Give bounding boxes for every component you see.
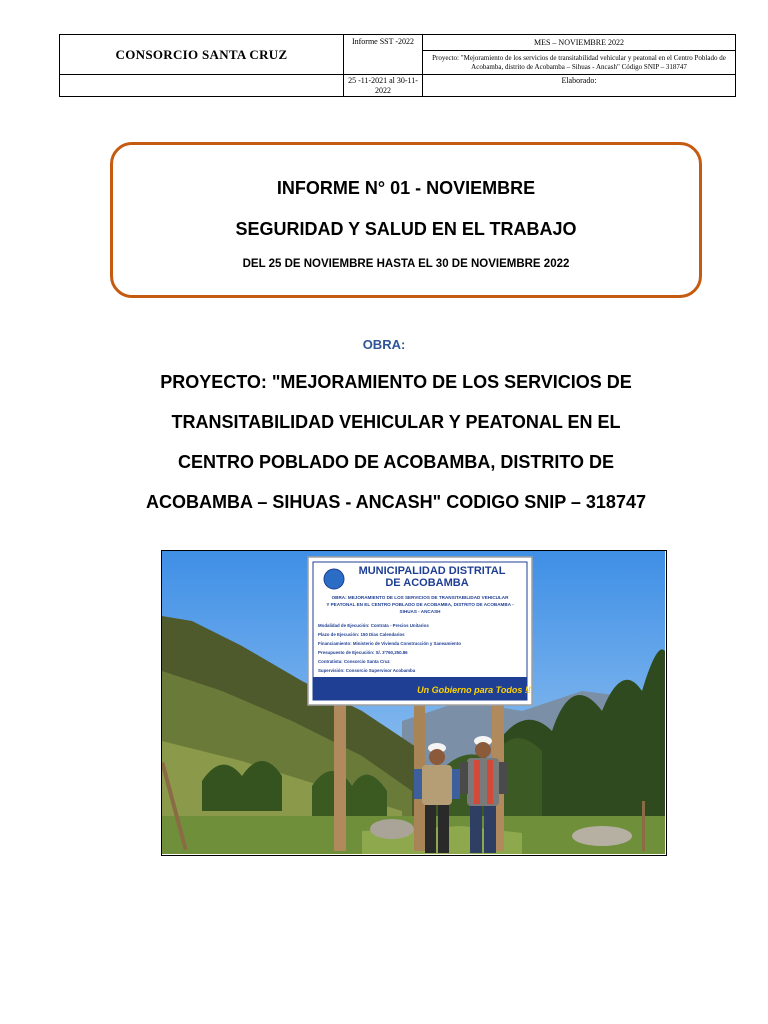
project-title-line: TRANSITABILIDAD VEHICULAR Y PEATONAL EN EL	[171, 412, 621, 432]
sign-obra-2: Y PEATONAL EN EL CENTRO POBLADO DE ACOBAMBA, DISTRITO DE ACOBAMBA -	[326, 602, 514, 607]
sign-detail: Contratista: Consorcio Santa Cruz	[318, 659, 390, 664]
report-month: MES – NOVIEMBRE 2022	[423, 35, 736, 51]
sign-detail: Modalidad de Ejecución: Contrata - Precios Unitarios	[318, 623, 429, 628]
project-title-line: PROYECTO: "MEJORAMIENTO DE LOS SERVICIOS DE	[160, 372, 632, 392]
report-title: INFORME N° 01 - NOVIEMBRE	[276, 178, 536, 198]
sign-detail: Plazo de Ejecución: 150 Días Calendarios	[318, 632, 405, 637]
sign-title-2: DE ACOBAMBA	[385, 577, 469, 589]
sign-title-1: MUNICIPALIDAD DISTRITAL	[358, 565, 506, 577]
sign-detail: Financiamiento: Ministerio de Vivienda Construcción y Saneamiento	[318, 641, 461, 646]
project-short: Proyecto: "Mejoramiento de los servicios de transitabilidad vehicular y peatonal en el Centro Poblado de Acobamba, distrito de Acobamba – Sihuas - Ancash" Código SNIP – 318747	[423, 51, 736, 75]
sign-slogan: Un Gobierno para Todos !!	[417, 685, 531, 695]
header-empty-cell	[60, 75, 344, 97]
company-name: CONSORCIO SANTA CRUZ	[60, 35, 344, 75]
sign-detail: Supervisión: Consorcio Supervisor Acobamba	[318, 668, 416, 673]
sign-detail: Presupuesto de Ejecución: S/. 3'760,250.86	[318, 650, 408, 655]
site-photo-illustration	[162, 551, 665, 854]
sign-obra-3: SIHUAS - ANCASH	[399, 609, 441, 614]
project-title-line: ACOBAMBA – SIHUAS - ANCASH" CODIGO SNIP – 318747	[146, 492, 646, 512]
document-header	[59, 34, 736, 97]
report-title-box	[110, 142, 702, 298]
report-date-range: DEL 25 DE NOVIEMBRE HASTA EL 30 DE NOVIEMBRE 2022	[242, 258, 570, 270]
report-period: 25 -11-2021 al 30-11-2022	[344, 75, 423, 97]
obra-label: OBRA:	[362, 337, 406, 352]
project-title	[100, 362, 692, 522]
sign-obra-1: OBRA: MEJORAMIENTO DE LOS SERVICIOS DE TRANSITABILIDAD VEHICULAR	[331, 595, 509, 600]
site-photo	[161, 550, 667, 856]
report-code: Informe SST -2022	[344, 35, 423, 75]
prepared-by: Elaborado:	[423, 75, 736, 97]
report-subtitle: SEGURIDAD Y SALUD EN EL TRABAJO	[235, 219, 577, 239]
project-title-line: CENTRO POBLADO DE ACOBAMBA, DISTRITO DE	[177, 452, 614, 472]
